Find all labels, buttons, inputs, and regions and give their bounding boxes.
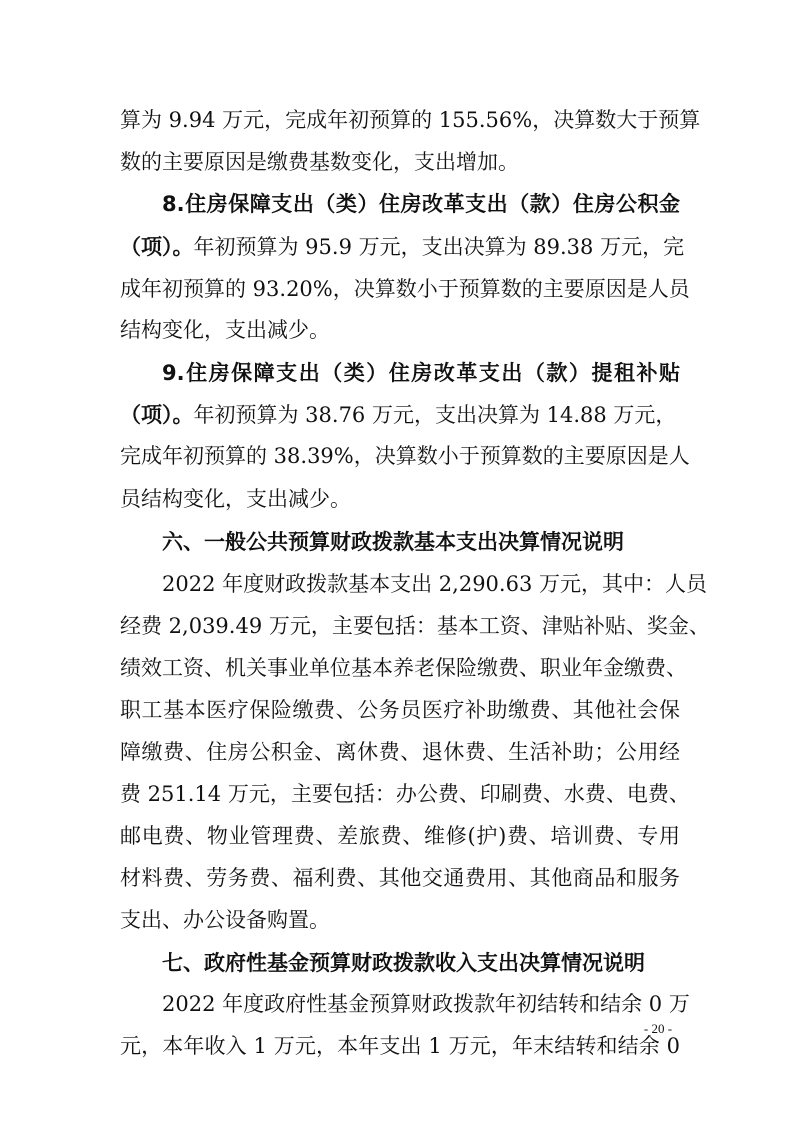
section-heading-8: 8.住房保障支出（类）住房改革支出（款）住房公积金 (162, 192, 680, 216)
text-line: 完成年初预算的 38.39%，决算数小于预算数的主要原因是人 (120, 444, 690, 468)
text-line: 2022 年度政府性基金预算财政拨款年初结转和结余 0 万 (162, 992, 690, 1016)
text-line: 员结构变化，支出减少。 (120, 487, 351, 511)
text-line: 费 251.14 万元，主要包括：办公费、印刷费、水费、电费、 (120, 782, 690, 806)
heading-suffix: （项）。 (120, 235, 194, 259)
text-line: 障缴费、住房公积金、离休费、退休费、生活补助；公用经 (120, 740, 680, 764)
text-line: 支出、办公设备购置。 (120, 908, 330, 932)
page-number: - 20 - (643, 1021, 673, 1036)
text-line: 结构变化，支出减少。 (120, 318, 330, 342)
text-line: 算为 9.94 万元，完成年初预算的 155.56%，决算数大于预算 (120, 108, 701, 132)
text-fragment: 年初预算为 38.76 万元，支出决算为 14.88 万元， (193, 403, 677, 427)
text-line: 成年初预算的 93.20%，决算数小于预算数的主要原因是人员 (120, 277, 690, 301)
section-heading-9: 9.住房保障支出（类）住房改革支出（款）提租补贴 (162, 361, 680, 385)
text-line: 元，本年收入 1 万元，本年支出 1 万元，年末结转和结余 0 (120, 1034, 680, 1058)
section-heading-6: 六、一般公共预算财政拨款基本支出决算情况说明 (162, 530, 624, 554)
text-line-mixed (120, 235, 684, 259)
text-line: 经费 2,039.49 万元，主要包括：基本工资、津贴补贴、奖金、 (120, 614, 710, 638)
text-line: 数的主要原因是缴费基数变化，支出增加。 (120, 150, 519, 174)
text-line: 邮电费、物业管理费、差旅费、维修(护)费、培训费、专用 (120, 824, 680, 848)
text-line: 材料费、劳务费、福利费、其他交通费用、其他商品和服务 (120, 866, 680, 890)
heading-suffix: （项）。 (120, 403, 194, 427)
text-line: 2022 年度财政拨款基本支出 2,290.63 万元，其中：人员 (162, 572, 707, 596)
text-line: 职工基本医疗保险缴费、公务员医疗补助缴费、其他社会保 (120, 698, 680, 722)
section-heading-7: 七、政府性基金预算财政拨款收入支出决算情况说明 (162, 951, 645, 975)
text-line-mixed (120, 403, 676, 427)
text-line: 绩效工资、机关事业单位基本养老保险缴费、职业年金缴费、 (120, 656, 687, 680)
text-fragment: 年初预算为 95.9 万元，支出决算为 89.38 万元，完 (193, 235, 685, 259)
